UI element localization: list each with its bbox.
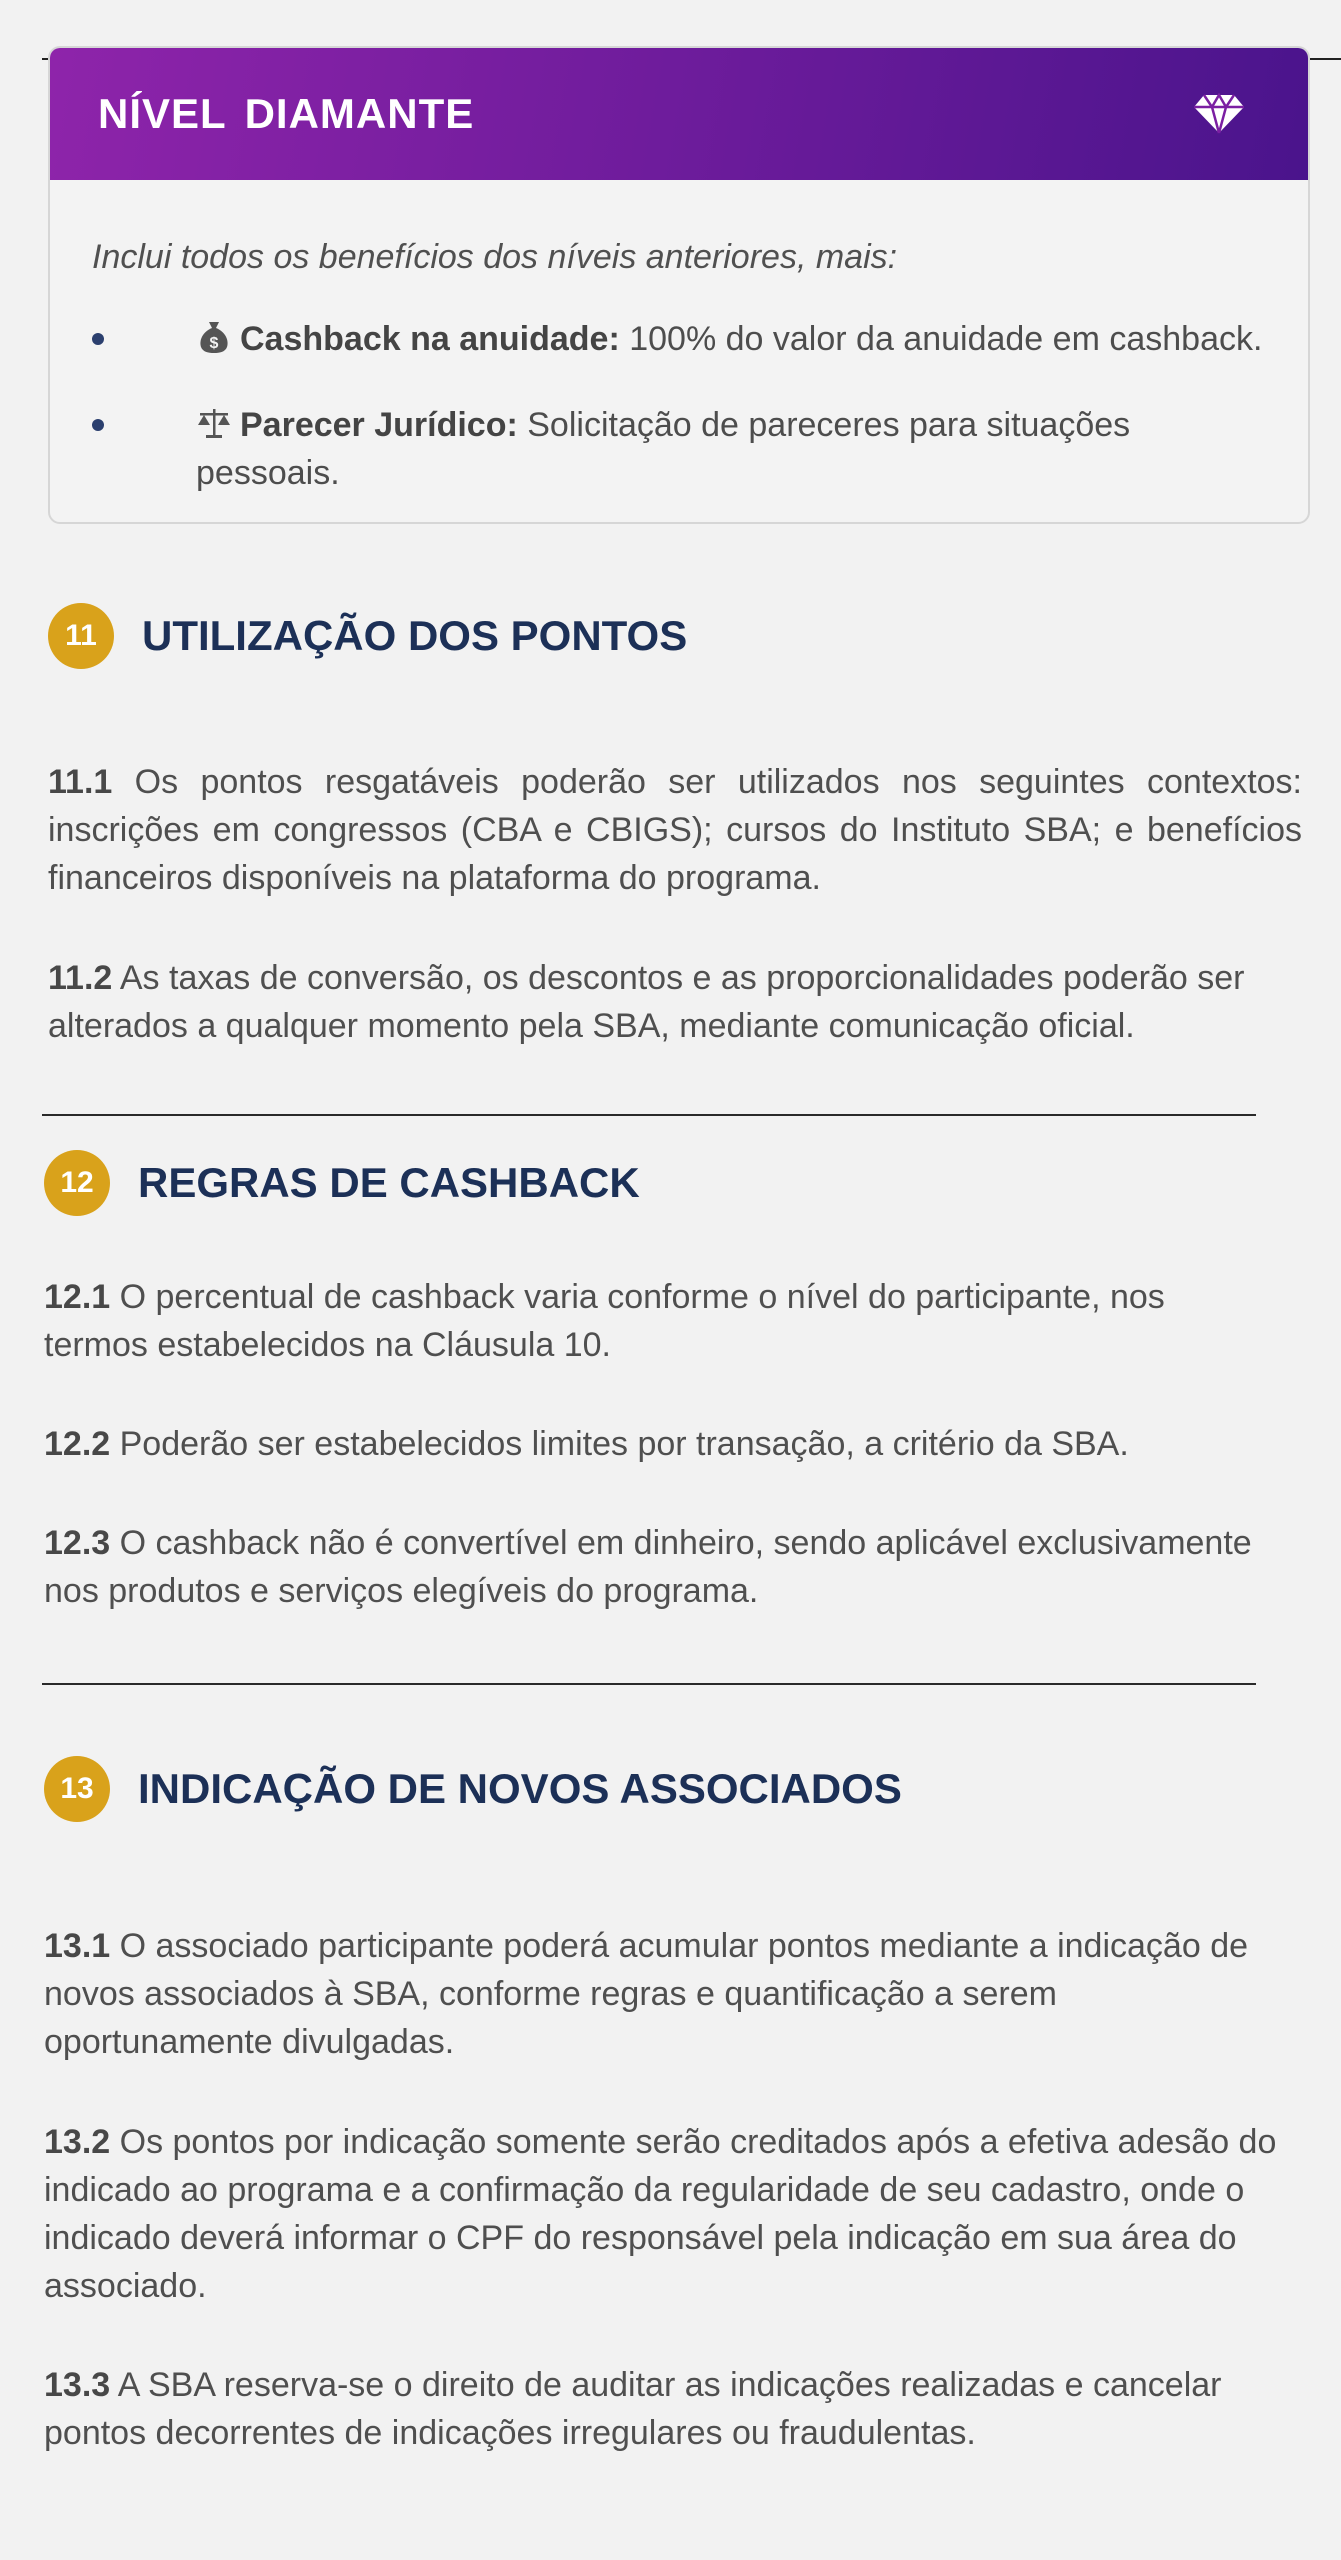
money-bag-icon — [196, 319, 232, 355]
benefit-item — [92, 401, 1268, 497]
benefit-text: Solicitação de pareceres para situações pessoais. — [196, 406, 1131, 492]
benefit-text: 100% do valor da anuidade em cashback. — [619, 320, 1263, 358]
clause-number: 13.1 — [44, 1927, 111, 1965]
bullet-icon — [92, 333, 104, 345]
tier-body — [50, 180, 1308, 497]
section-title: UTILIZAÇÃO DOS PONTOS — [142, 612, 688, 659]
section-number-badge: 11 — [48, 603, 114, 669]
section-divider — [42, 1683, 1256, 1685]
clause-text: O associado participante poderá acumular pontos mediante a indicação de novos associados à SBA, conforme regras e quantificação a serem oportunamente divulgadas. — [44, 1927, 1249, 2061]
clause-11-2 — [48, 954, 1278, 1050]
clause-13-1 — [44, 1922, 1254, 2066]
clause-text: Os pontos resgatáveis poderão ser utilizados nos seguintes contextos: inscrições em congressos (CBA e CBIGS); cursos do Instituto SBA; e benefícios financeiros disponíveis na plataforma do programa. — [48, 763, 1302, 897]
tier-intro: Inclui todos os benefícios dos níveis anteriores, mais: — [92, 238, 898, 276]
scales-icon — [196, 405, 232, 441]
section-heading-11 — [48, 603, 687, 669]
clause-number: 12.1 — [44, 1278, 111, 1316]
clause-number: 11.2 — [48, 959, 113, 997]
clause-text: O percentual de cashback varia conforme o nível do participante, nos termos estabelecidos na Cláusula 10. — [44, 1278, 1165, 1364]
tier-title: NÍVEL DIAMANTE — [98, 90, 475, 137]
benefit-label: Cashback na anuidade: — [240, 320, 620, 358]
benefit-item — [92, 315, 1268, 363]
section-title: INDICAÇÃO DE NOVOS ASSOCIADOS — [138, 1765, 902, 1812]
benefit-label: Parecer Jurídico: — [240, 406, 518, 444]
gem-icon — [1192, 93, 1246, 135]
clause-number: 11.1 — [48, 763, 113, 801]
section-number-badge: 13 — [44, 1756, 110, 1822]
clause-13-2 — [44, 2118, 1284, 2310]
tier-card-diamante — [48, 46, 1310, 524]
clause-number: 12.2 — [44, 1425, 111, 1463]
bullet-icon — [92, 419, 104, 431]
tier-header — [50, 48, 1308, 180]
clause-text: A SBA reserva-se o direito de auditar as indicações realizadas e cancelar pontos decorrentes de indicações irregulares ou fraudulentas. — [44, 2366, 1222, 2452]
svg-text:$: $ — [209, 335, 219, 352]
clause-12-1 — [44, 1273, 1224, 1369]
section-title: REGRAS DE CASHBACK — [138, 1159, 640, 1206]
clause-text: O cashback não é convertível em dinheiro, sendo aplicável exclusivamente nos produtos e serviços elegíveis do programa. — [44, 1524, 1252, 1610]
clause-13-3 — [44, 2361, 1274, 2457]
clause-number: 12.3 — [44, 1524, 111, 1562]
section-heading-12 — [44, 1150, 640, 1216]
clause-text: Os pontos por indicação somente serão creditados após a efetiva adesão do indicado ao programa e a confirmação da regularidade de seu cadastro, onde o indicado deverá informar o CPF do responsável pela indicação em sua área do associado. — [44, 2123, 1277, 2305]
section-divider — [42, 1114, 1256, 1116]
clause-12-2 — [44, 1420, 1294, 1468]
section-heading-13 — [44, 1756, 902, 1822]
clause-text: Poderão ser estabelecidos limites por transação, a critério da SBA. — [110, 1425, 1129, 1463]
clause-number: 13.2 — [44, 2123, 111, 2161]
clause-12-3 — [44, 1519, 1304, 1615]
section-number-badge: 12 — [44, 1150, 110, 1216]
clause-11-1 — [48, 758, 1302, 902]
clause-number: 13.3 — [44, 2366, 111, 2404]
clause-text: As taxas de conversão, os descontos e as proporcionalidades poderão ser alterados a qualquer momento pela SBA, mediante comunicação oficial. — [48, 959, 1245, 1045]
